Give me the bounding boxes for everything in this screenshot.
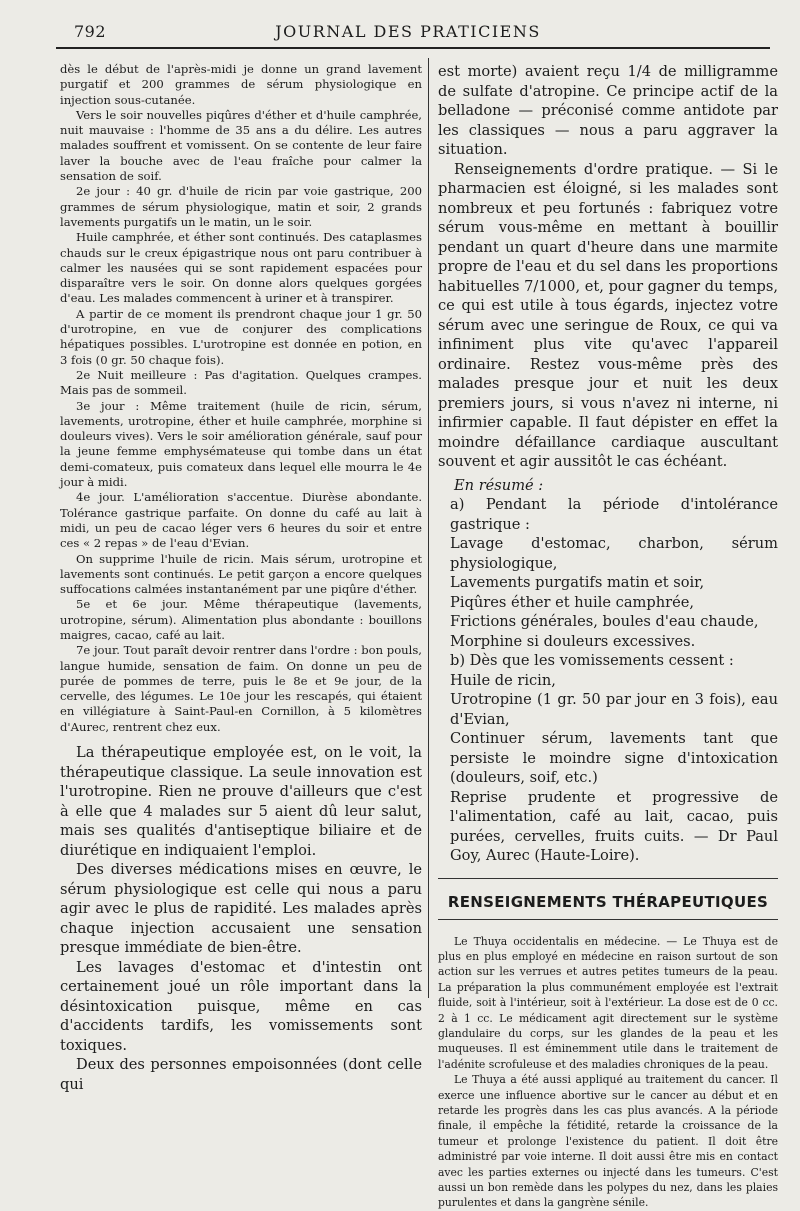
summary (438, 476, 778, 866)
section-rule-top (438, 878, 778, 879)
practical-info: Renseignements d'ordre pratique. — Si le pharmacien est éloigné, si les malades sont nombreux et peu fortunés : fabriquez votre sérum vous-même en mettant à bouillir pendant un quart d'heure dans une marmite propre de l'eau et du sel dans les proportions habituelles 7/1000, et, pour gagner du temps, ce qui est utile à tous égards, injectez votre sérum avec une seringue de Roux, ce qui va infiniment plus vite qu'avec l'appareil ordinaire. Restez vous-même près des malades presque jour et nuit les deux premiers jours, si vous n'avez ni interne, ni infirmier capable. Il faut dépister en effet la moindre défaillance cardiaque auscultant souvent et agir aussitôt le cas échéant. (438, 160, 778, 470)
discussion-continued (438, 62, 778, 472)
right-column (438, 62, 778, 1211)
paragraph: On supprime l'huile de ricin. Mais sérum, urotropine et lavements sont continués. Le petit garçon a encore quelques suffocations calmées instantanément par une piqûre d'éther. (60, 551, 422, 597)
paragraph: 2e Nuit meilleure : Pas d'agitation. Quelques crampes. Mais pas de sommeil. (60, 367, 422, 398)
case-notes (60, 62, 422, 735)
paragraph: 2e jour : 40 gr. d'huile de ricin par voie gastrique, 200 grammes de sérum physiologique, matin et soir, 2 grands lavements purgatifs un le matin, un le soir. (60, 184, 422, 229)
paragraph: Deux des personnes empoisonnées (dont celle qui (60, 1056, 422, 1093)
paragraph: Huile camphrée, et éther sont continués. Des cataplasmes chauds sur le creux épigastrique nous ont paru contribuer à calmer les nausées qui se sont rapidement espacées pour disparaître vers le soir. On donne alors quelques gorgées d'eau. Les malades commencent à uriner et à transpirer. (60, 230, 422, 306)
summary-item: Morphine si douleurs excessives. (450, 632, 696, 650)
paragraph: 3e jour : Même traitement (huile de ricin, sérum, lavements, urotropine, éther et huile camphrée, morphine si douleurs vives). Vers le soir amélioration générale, sauf pour la jeune femme emphysémateuse qui tombe dans un état demi-comateux, puis comateux dans lequel elle mourra le 4e jour à midi. (60, 398, 422, 490)
paragraph: A partir de ce moment ils prendront chaque jour 1 gr. 50 d'urotropine, en vue de conjurer des complications hépatiques possibles. L'urotropine est donnée en potion, en 3 fois (0 gr. 50 chaque fois). (60, 306, 422, 367)
summary-item: Lavage d'estomac, charbon, sérum physiologique, (450, 535, 778, 572)
column-divider (428, 58, 429, 998)
summary-item: b) Dès que les vomissements cessent : (450, 652, 734, 669)
summary-title: En résumé : (454, 476, 544, 494)
section-rule-bottom (438, 919, 778, 920)
left-column (60, 62, 422, 1094)
paragraph: Le Thuya a été aussi appliqué au traitement du cancer. Il exerce une influence abortive sur le cancer au début et en retarde les progrès dans les cas plus avancés. A la période finale, il empêche la fétidité, retarde la croissance de la tumeur et prolonge l'existence du patient. Il doit être administré par voie interne. Il doit aussi être mis en contact avec les parties externes ou injecté dans les tumeurs. C'est aussi un bon remède dans les polypes du nez, dans les plaies purulentes et dans la gangrène sénile. (438, 1073, 778, 1210)
paragraph: La thérapeutique employée est, on le voit, la thérapeutique classique. La seule innovation est l'urotropine. Rien ne prouve d'ailleurs que c'est à elle que 4 malades sur 5 aient dû leur salut, mais ses qualités d'antiseptique biliaire et de diurétique en indiquaient l'emploi. (60, 744, 422, 859)
summary-item: Piqûres éther et huile camphrée, (450, 593, 695, 611)
header-rule (56, 47, 770, 49)
summary-item: Huile de ricin, (450, 671, 556, 689)
summary-item: Urotropine (1 gr. 50 par jour en 3 fois), eau d'Evian, (450, 691, 778, 728)
page-header (44, 22, 772, 46)
paragraph: Les lavages d'estomac et d'intestin ont certainement joué un rôle important dans la désintoxication puisque, même en cas d'accidents tardifs, les vomissements sont toxiques. (60, 958, 422, 1054)
summary-item: a) Pendant la période d'intolérance gastrique : (450, 496, 778, 533)
paragraph: Des diverses médications mises en œuvre, le sérum physiologique est celle qui nous a paru agir avec le plus de rapidité. Les malades après chaque injection accusaient une sensation presque immédiate de bien-être. (60, 861, 422, 957)
summary-item: Frictions générales, boules d'eau chaude, (450, 613, 759, 630)
section-body (438, 934, 778, 1211)
paragraph: dès le début de l'après-midi je donne un grand lavement purgatif et 200 grammes de sérum physiologique en injection sous-cutanée. (60, 62, 422, 107)
page-number: 792 (74, 22, 107, 41)
summary-item: Reprise prudente et progressive de l'alimentation, café au lait, cacao, puis purées, cervelles, fruits cuits. — Dr Paul Goy, Aurec (Haute-Loire). (450, 788, 778, 864)
discussion (60, 743, 422, 1094)
journal-title: JOURNAL DES PRATICIENS (275, 22, 541, 41)
paragraph: 5e et 6e jour. Même thérapeutique (lavements, urotropine, sérum). Alimentation plus abondante : bouillons maigres, cacao, café au lait. (60, 597, 422, 642)
summary-item: Lavements purgatifs matin et soir, (450, 574, 705, 591)
section-heading: RENSEIGNEMENTS THÉRAPEUTIQUES (447, 892, 769, 911)
paragraph: est morte) avaient reçu 1/4 de milligramme de sulfate d'atropine. Ce principe actif de la belladone — préconisé comme antidote par les classiques — nous a paru aggraver la situation. (438, 63, 778, 158)
paragraph: Le Thuya occidentalis en médecine. — Le Thuya est de plus en plus employé en médecine en raison surtout de son action sur les verrues et autres petites tumeurs de la peau. La préparation la plus communément employée est l'extrait fluide, soit à l'intérieur, soit à l'extérieur. La dose est de 0 cc. 2 à 1 cc. Le médicament agit directement sur le système glandulaire du corps, sur les glandes de la peau et les muqueuses. Il est éminemment utile dans le traitement de l'adénite scrofuleuse et des maladies chroniques de la peau. (438, 934, 778, 1071)
summary-item: Continuer sérum, lavements tant que persiste le moindre signe d'intoxication (douleurs, soif, etc.) (450, 730, 778, 786)
paragraph: Vers le soir nouvelles piqûres d'éther et d'huile camphrée, nuit mauvaise : l'homme de 35 ans a du délire. Les autres malades souffrent et vomissent. On se contente de leur faire laver la bouche avec de l'eau fraîche pour calmer la sensation de soif. (60, 107, 422, 184)
paragraph: 4e jour. L'amélioration s'accentue. Diurèse abondante. Tolérance gastrique parfaite. On donne du café au lait à midi, un peu de cacao léger vers 6 heures du soir et entre ces « 2 repas » de l'eau d'Evian. (60, 490, 422, 551)
paragraph: 7e jour. Tout paraît devoir rentrer dans l'ordre : bon pouls, langue humide, sensation de faim. On donne un peu de purée de pommes de terre, puis le 8e et 9e jour, de la cervelle, des légumes. Le 10e jour les rescapés, qui étaient en villégiature à Saint-Paul-en Cornillon, à 5 kilomètres d'Aurec, rentrent chez eux. (60, 643, 422, 734)
